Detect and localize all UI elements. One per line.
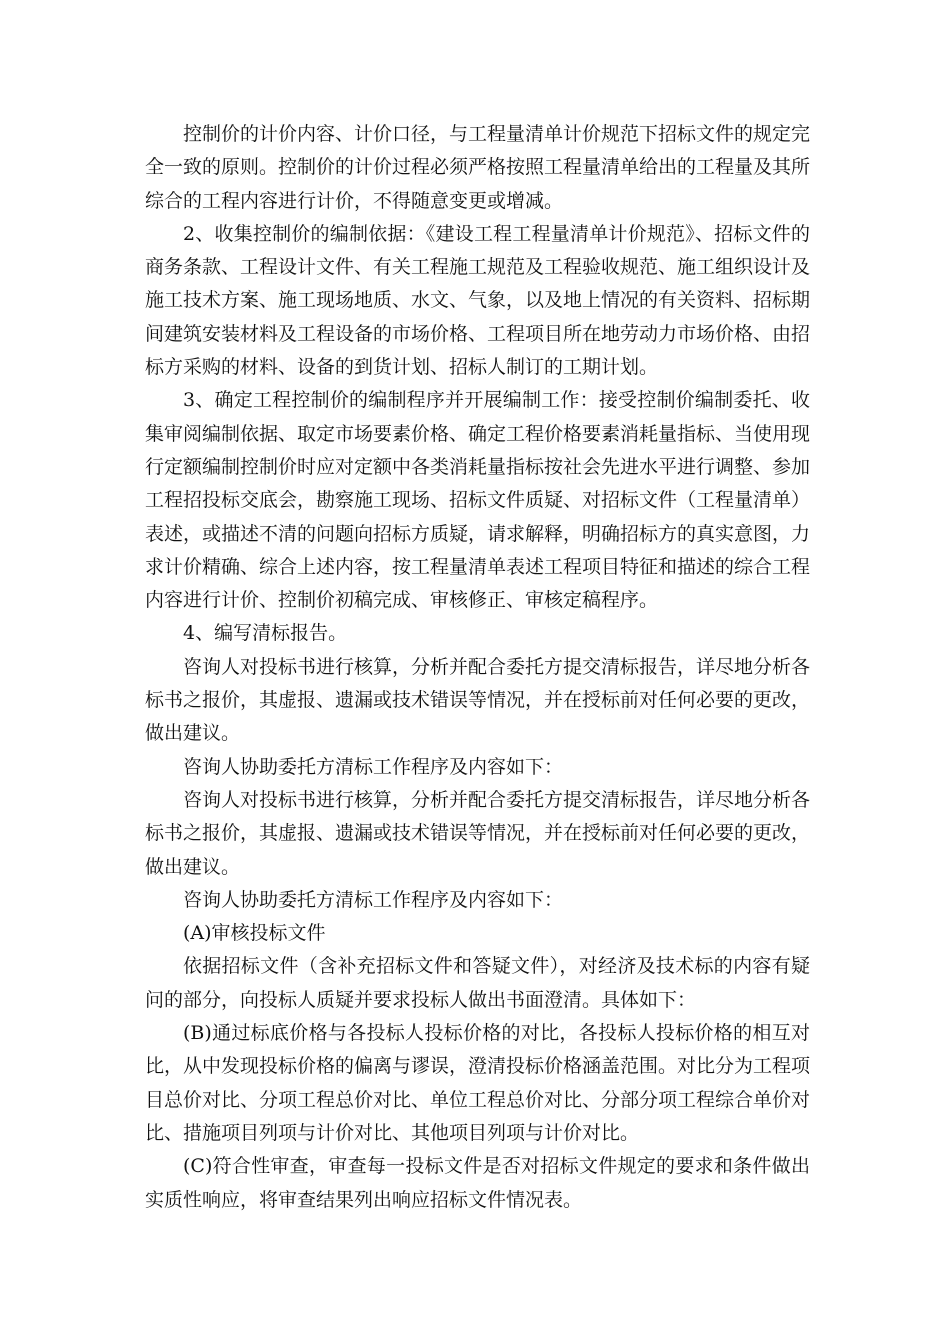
paragraph-item-b: (B)通过标底价格与各投标人投标价格的对比，各投标人投标价格的相互对比，从中发现投标价格的偏离与谬误，澄清投标价格涵盖范围。对比分为工程项目总价对比、分项工程总价对比、单位工程总价对比、分部分项工程综合单价对比、措施项目列项与计价对比、其他项目列项与计价对比。: [145, 1022, 811, 1144]
paragraph-compilation-procedure: 3、确定工程控制价的编制程序并开展编制工作：接受控制价编制委托、收集审阅编制依据、取定市场要素价格、确定工程价格要素消耗量指标、当使用现行定额编制控制价时应对定额中各类消耗量指标按社会先进水平进行调整、参加工程招投标交底会，勘察施工现场、招标文件质疑、对招标文件（工程量清单）表述，或描述不清的问题向招标方质疑，请求解释，明确招标方的真实意图，力求计价精确、综合上述内容，按工程量清单表述工程项目特征和描述的综合工程内容进行计价、控制价初稿完成、审核修正、审核定稿程序。: [145, 389, 811, 612]
paragraph-item-a-detail: 依据招标文件（含补充招标文件和答疑文件），对经济及技术标的内容有疑问的部分，向投标人质疑并要求投标人做出书面澄清。具体如下：: [145, 955, 810, 1011]
paragraph-procedure-intro-repeat: 咨询人协助委托方清标工作程序及内容如下：: [183, 888, 564, 911]
paragraph-consultant-review-repeat: 咨询人对投标书进行核算，分析并配合委托方提交清标报告，详尽地分析各标书之报价，其虚报、遗漏或技术错误等情况，并在授标前对任何必要的更改，做出建议。: [145, 788, 811, 878]
paragraph-collect-basis: 2、收集控制价的编制依据：《建设工程工程量清单计价规范》、招标文件的商务条款、工程设计文件、有关工程施工规范及工程验收规范、施工组织设计及施工技术方案、施工现场地质、水文、气象，以及地上情况的有关资料、招标期间建筑安装材料及工程设备的市场价格、工程项目所在地劳动力市场价格、由招标方采购的材料、设备的到货计划、招标人制订的工期计划。: [145, 222, 811, 379]
document-body: [145, 118, 810, 1217]
paragraph-procedure-intro: 咨询人协助委托方清标工作程序及内容如下：: [183, 755, 564, 778]
paragraph-consultant-review: 咨询人对投标书进行核算，分析并配合委托方提交清标报告，详尽地分析各标书之报价，其虚报、遗漏或技术错误等情况，并在授标前对任何必要的更改，做出建议。: [145, 655, 811, 745]
paragraph-item-a: (A)审核投标文件: [183, 922, 326, 945]
paragraph-control-price-principle: 控制价的计价内容、计价口径，与工程量清单计价规范下招标文件的规定完全一致的原则。控制价的计价过程必须严格按照工程量清单给出的工程量及其所综合的工程内容进行计价，不得随意变更或增减。: [145, 123, 811, 212]
paragraph-heading-clearing-report: 4、编写清标报告。: [183, 622, 348, 645]
paragraph-item-c: (C)符合性审查，审查每一投标文件是否对招标文件规定的要求和条件做出实质性响应，将审查结果列出响应招标文件情况表。: [145, 1155, 810, 1211]
